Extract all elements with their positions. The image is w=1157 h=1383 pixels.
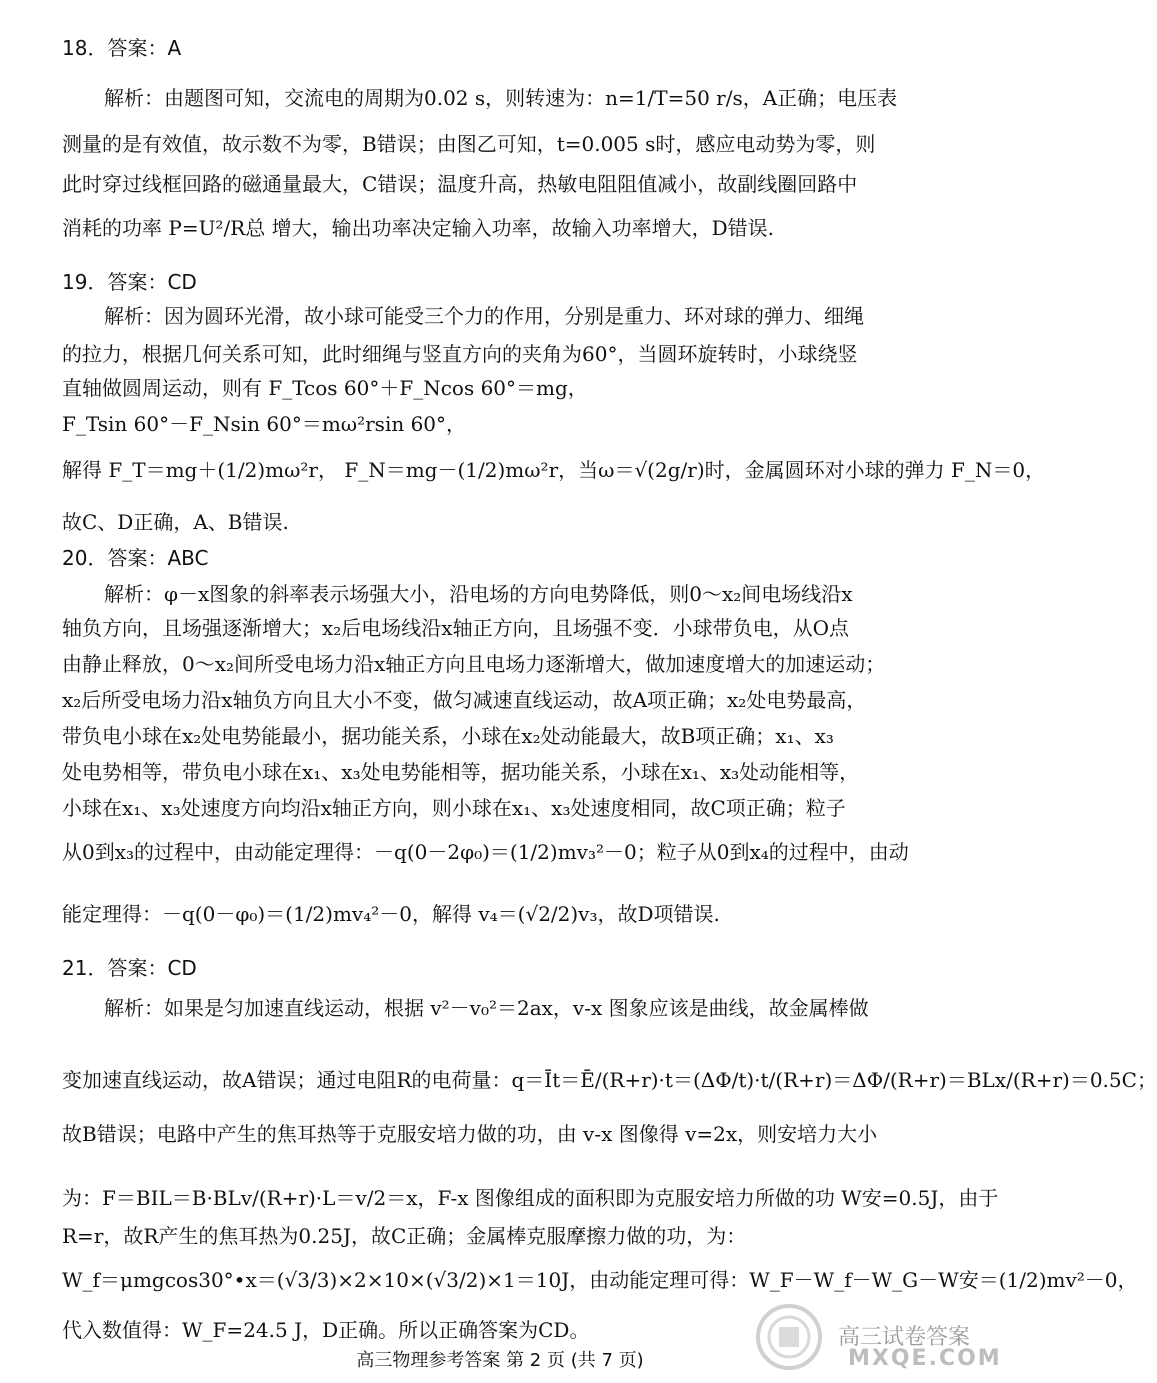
q21-line: 解析：如果是匀加速直线运动，根据 v²－v₀²＝2ax，v-x 图象应该是曲线，故金属棒做 bbox=[104, 996, 869, 1020]
watermark bbox=[754, 1300, 1002, 1378]
q19-line: 的拉力，根据几何关系可知，此时细绳与竖直方向的夹角为60°，当圆环旋转时，小球绕竖 bbox=[62, 342, 858, 366]
q18-line: 解析：由题图可知，交流电的周期为0.02 s，则转速为：n=1/T=50 r/s，A正确；电压表 bbox=[104, 86, 898, 110]
q19-line: 直轴做圆周运动，则有 F_Tcos 60°＋F_Ncos 60°＝mg， bbox=[62, 376, 588, 400]
watermark-logo-icon bbox=[754, 1302, 824, 1372]
q20-line: 处电势相等，带负电小球在x₁、x₃处电势能相等，据功能关系，小球在x₁、x₃处动能相等， bbox=[62, 760, 860, 784]
q21-line: R=r，故R产生的焦耳热为0.25J，故C正确；金属棒克服摩擦力做的功，为： bbox=[62, 1224, 747, 1248]
q21-line: 故B错误；电路中产生的焦耳热等于克服安培力做的功，由 v-x 图像得 v=2x，则安培力大小 bbox=[62, 1122, 878, 1146]
q19-line: F_Tsin 60°－F_Nsin 60°＝mω²rsin 60°， bbox=[62, 412, 467, 436]
q20-line: 带负电小球在x₂处电势能最小，据功能关系，小球在x₂处动能最大，故B项正确；x₁、x₃ bbox=[62, 724, 834, 748]
q19-line: 解得 F_T＝mg＋(1/2)mω²r， F_N＝mg－(1/2)mω²r，当ω＝√(2g/r)时，金属圆环对小球的弹力 F_N＝0， bbox=[62, 458, 1046, 482]
watermark-text: 高三试卷答案 bbox=[838, 1325, 971, 1350]
q20-line: 能定理得：－q(0－φ₀)＝(1/2)mv₄²－0，解得 v₄＝(√2/2)v₃，故D项错误. bbox=[62, 902, 720, 926]
q20-line: 由静止释放，0～x₂间所受电场力沿x轴正方向且电场力逐渐增大，做加速度增大的加速运动； bbox=[62, 652, 886, 676]
q18-line: 消耗的功率 P=U²/R总 增大，输出功率决定输入功率，故输入功率增大，D错误. bbox=[62, 216, 774, 240]
q21-line: W_f＝μmgcos30°•x＝(√3/3)×2×10×(√3/2)×1＝10J，由动能定理可得：W_F－W_f－W_G－W安＝(1/2)mv²－0， bbox=[62, 1268, 1138, 1292]
q20-line: x₂后所受电场力沿x轴负方向且大小不变，做匀减速直线运动，故A项正确；x₂处电势最高， bbox=[62, 688, 867, 712]
q20-line: 小球在x₁、x₃处速度方向均沿x轴正方向，则小球在x₁、x₃处速度相同，故C项正确；粒子 bbox=[62, 796, 846, 820]
q18-title: 18．答案：A bbox=[62, 36, 182, 60]
q21-title: 21．答案：CD bbox=[62, 956, 197, 980]
q18-line: 此时穿过线框回路的磁通量最大，C错误；温度升高，热敏电阻阻值减小，故副线圈回路中 bbox=[62, 172, 858, 196]
q19-line: 故C、D正确，A、B错误. bbox=[62, 510, 289, 534]
q20-line: 从0到x₃的过程中，由动能定理得：－q(0－2φ₀)＝(1/2)mv₃²－0；粒子从0到x₄的过程中，由动 bbox=[62, 840, 909, 864]
watermark-domain: MXQE.COM bbox=[848, 1346, 1002, 1371]
q19-line: 解析：因为圆环光滑，故小球可能受三个力的作用，分别是重力、环对球的弹力、细绳 bbox=[104, 304, 864, 328]
q21-line: 代入数值得：W_F=24.5 J，D正确。所以正确答案为CD。 bbox=[62, 1318, 590, 1342]
q18-line: 测量的是有效值，故示数不为零，B错误；由图乙可知，t=0.005 s时，感应电动势为零，则 bbox=[62, 132, 876, 156]
q20-title: 20．答案：ABC bbox=[62, 546, 209, 570]
q19-title: 19．答案：CD bbox=[62, 270, 197, 294]
q20-line: 轴负方向，且场强逐渐增大；x₂后电场线沿x轴正方向，且场强不变．小球带负电，从O点 bbox=[62, 616, 849, 640]
q20-line: 解析：φ－x图象的斜率表示场强大小，沿电场的方向电势降低，则0～x₂间电场线沿x bbox=[104, 582, 853, 606]
q21-line: 变加速直线运动，故A错误；通过电阻R的电荷量：q＝Īt＝Ē/(R+r)·t＝(ΔΦ/t)·t/(R+r)＝ΔΦ/(R+r)＝BLx/(R+r)＝0.5C； bbox=[62, 1068, 1157, 1092]
q21-line: 为：F＝BIL＝B·BLv/(R+r)·L＝v/2＝x，F-x 图像组成的面积即为克服安培力所做的功 W安=0.5J，由于 bbox=[62, 1186, 999, 1210]
page-footer: 高三物理参考答案 第 2 页 (共 7 页) bbox=[356, 1350, 644, 1371]
